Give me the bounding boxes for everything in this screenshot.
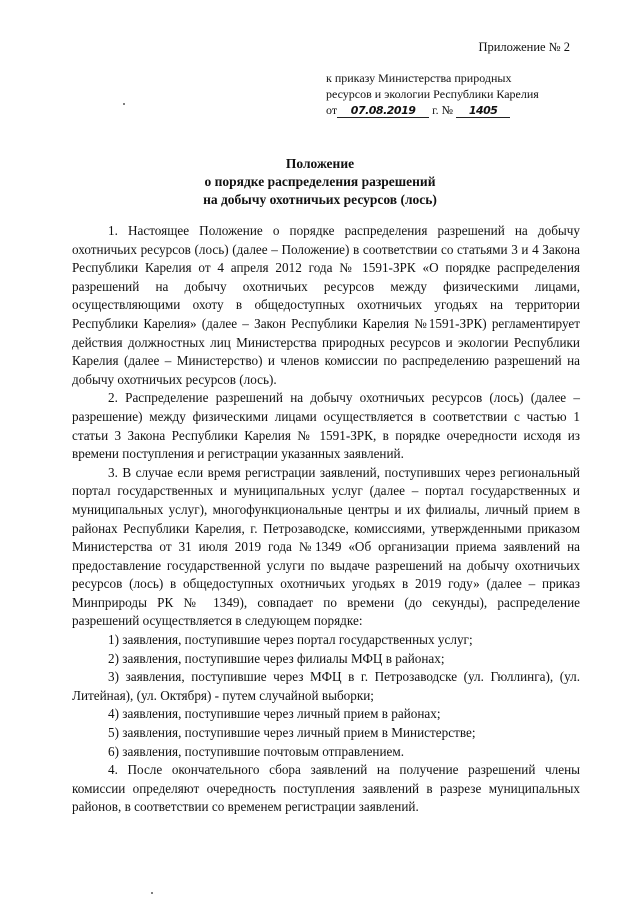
list-item: 4) заявления, поступившие через личный прием в районах; (108, 706, 441, 722)
handwritten-order-number: 1405 (456, 105, 510, 118)
list-item: 3) заявления, поступившие через МФЦ в г. Петрозаводске (ул. Гюллинга), (ул. Литейная), (ул. Октября) - путем случайной выборки; (72, 669, 580, 703)
order-from-label: от (326, 103, 338, 117)
scan-speck (123, 103, 125, 105)
order-reference-line-3 (326, 102, 586, 118)
document-title (0, 155, 640, 209)
title-line-1: Положение (285, 156, 355, 171)
paragraph-3: 3. В случае если время регистрации заявлений, поступивших через региональный портал государственных и муниципальных услуг (далее – портал государственных и муниципальных услуг), многофункциональные центры и их филиалы, личный прием в районах Республики Карелия, г. Петрозаводске, комиссиями, утвержденными приказом Министерства от 31 июля 2019 года №1349 «Об организации приема заявлений на предоставление государственной услуги по выдаче разрешений на добычу охотничьих ресурсов (лось) в общедоступных охотничьих угодьях в 2019 году» (далее – приказ Минприроды РК № 1349), совпадает по времени (до секунды), распределение разрешений осуществляется в следующем порядке: (72, 464, 580, 629)
appendix-label: Приложение № 2 (478, 40, 570, 54)
list-item: 6) заявления, поступившие почтовым отправлением. (108, 743, 405, 759)
paragraph-4: 4. После окончательного сбора заявлений на получение разрешений члены комиссии определяют очередность поступления заявлений в разрезе муниципальных районов, в соответствии со временем регистрации заявлений. (72, 762, 580, 815)
order-reference-line-2: ресурсов и экологии Республики Карелия (326, 87, 539, 101)
title-line-2: о порядке распределения разрешений (204, 174, 436, 189)
list-item: 2) заявления, поступившие через филиалы МФЦ в районах; (108, 650, 445, 666)
scan-speck (151, 892, 153, 894)
list-item: 5) заявления, поступившие через личный прием в Министерстве; (108, 725, 476, 741)
order-number-label: г. № (432, 103, 454, 117)
order-reference-line-1: к приказу Министерства природных (326, 71, 512, 85)
handwritten-order-date: 07.08.2019 (337, 105, 429, 118)
document-body (72, 222, 580, 817)
paragraph-1: 1. Настоящее Положение о порядке распределения разрешений на добычу охотничьих ресурсов (лось) (далее – Положение) в соответствии со статьями 3 и 4 Закона Республики Карелия от 4 апреля 2012 года № 1591-ЗРК «О порядке распределения разрешений на добычу охотничьих ресурсов между физическими лицами, осуществляющими охоту в общедоступных охотничьих угодьях на территории Республики Карелия» (далее – Закон Республики Карелия №1591-ЗРК) регламентирует действия должностных лиц Министерства природных ресурсов и экологии Республики Карелия (далее – Министерство) и членов комиссии по распределению разрешений на добычу охотничьих ресурсов (лось). (72, 223, 580, 387)
title-line-3: на добычу охотничьих ресурсов (лось) (203, 192, 437, 207)
list-item: 1) заявления, поступившие через портал государственных услуг; (108, 632, 473, 648)
paragraph-2: 2. Распределение разрешений на добычу охотничьих ресурсов (лось) (далее – разрешение) между физическими лицами осуществляется в соответствии с частью 1 статьи 3 Закона Республики Карелия № 1591-ЗРК, в порядке очередности исходя из времени поступления и регистрации указанных заявлений. (72, 390, 580, 462)
order-reference (326, 70, 586, 118)
